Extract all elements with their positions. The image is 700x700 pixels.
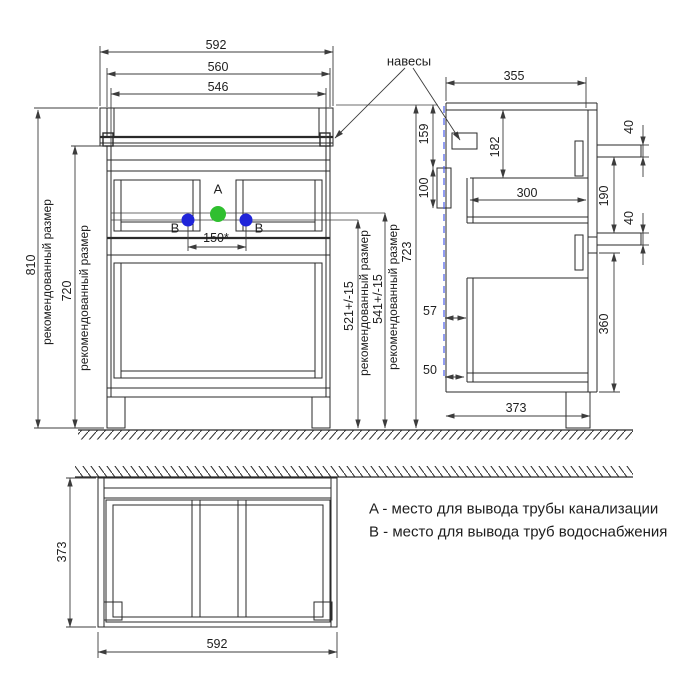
dim-label-40-top: 40	[621, 120, 636, 134]
dim-label-592-top: 592	[205, 37, 227, 52]
pipe-markers	[182, 206, 253, 227]
dim-label-592-bottom: 592	[206, 636, 228, 651]
recommended-size-541: рекомендованный размер	[386, 224, 400, 370]
dim-label-182: 182	[487, 136, 502, 158]
dim-label-541: 541+/-15	[370, 274, 385, 324]
dim-label-40-bottom: 40	[621, 211, 636, 225]
point-b-label-right: B	[254, 220, 264, 236]
dim-label-723: 723	[399, 241, 414, 263]
dim-label-100: 100	[416, 177, 431, 199]
front-leg-left	[107, 397, 125, 428]
point-a-label: A	[213, 181, 223, 197]
legend-line-a: A - место для вывода трубы канализации	[369, 500, 659, 518]
dim-label-355: 355	[503, 68, 525, 83]
recommended-size-521: рекомендованный размер	[357, 230, 371, 376]
pipe-b-marker-right	[240, 214, 253, 227]
hinge-left	[103, 133, 113, 146]
dim-label-373-side: 373	[505, 400, 527, 415]
dim-label-560: 560	[207, 59, 229, 74]
front-view-linework	[100, 108, 333, 428]
dim-label-190: 190	[596, 185, 611, 207]
dim-label-159: 159	[416, 123, 431, 145]
handle-top	[597, 145, 641, 157]
dim-label-521: 521+/-15	[341, 281, 356, 331]
dim-label-720: 720	[59, 280, 74, 302]
dim-label-300: 300	[516, 185, 538, 200]
dim-label-50: 50	[423, 362, 437, 377]
front-leg-right	[312, 397, 330, 428]
wall-hatch	[75, 466, 633, 477]
legend-line-b: B - место для вывода труб водоснабжения	[369, 523, 668, 541]
hanger-notch	[452, 133, 477, 149]
dim-label-546: 546	[207, 79, 229, 94]
hangers-label: навесы	[386, 53, 432, 69]
dim-label-810: 810	[23, 254, 38, 276]
pipe-a-marker	[210, 206, 226, 222]
recommended-size-810: рекомендованный размер	[40, 199, 54, 345]
recommended-size-720: рекомендованный размер	[77, 225, 91, 371]
hangers-leader-lines	[335, 68, 460, 140]
point-b-label-left: B	[170, 220, 180, 236]
dim-label-57: 57	[423, 303, 437, 318]
pipe-b-marker-left	[182, 214, 195, 227]
hinge-right	[320, 133, 330, 146]
side-leg	[566, 392, 590, 428]
dim-label-360: 360	[596, 313, 611, 335]
floor-hatch	[78, 430, 633, 440]
side-view-dimension-lines	[445, 77, 649, 420]
handle-bottom	[597, 233, 641, 245]
bottom-view-linework	[98, 478, 337, 627]
side-view-linework	[437, 103, 641, 428]
dim-label-150: 150*	[203, 230, 229, 245]
dim-label-373-bottom: 373	[54, 541, 69, 563]
